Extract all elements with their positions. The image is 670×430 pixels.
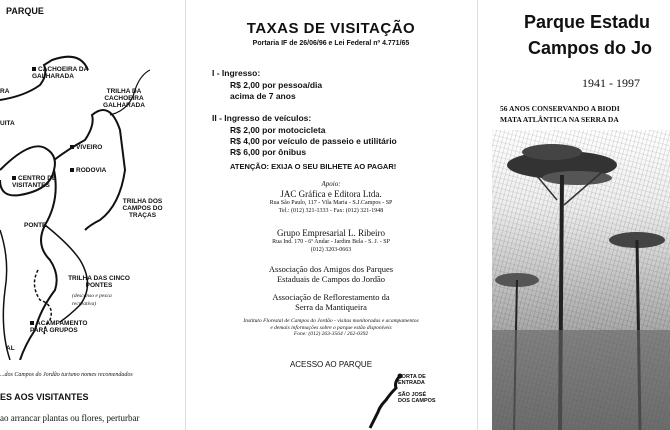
taxas-title: TAXAS DE VISITAÇÃO — [246, 20, 416, 37]
sponsor-name: JAC Gráfica e Editora Ltda. — [280, 189, 382, 199]
al-label: AL — [6, 345, 15, 352]
section1-line: acima de 7 anos — [230, 91, 296, 101]
cover-years: 1941 - 1997 — [582, 76, 640, 90]
cover-title-line1: Parque Estadu — [524, 12, 651, 32]
ponte-label: PONTE — [24, 222, 47, 229]
trilha-cinco-label: TRILHA DAS CINCO PONTES — [68, 275, 130, 289]
sponsor-line: Rua Ind. 170 - 6º Andar - Jardim Bela - S. J. - SP — [272, 239, 390, 245]
acesso-label: ACESSO AO PARQUE — [289, 360, 373, 369]
araucaria-tree-illustration — [492, 130, 670, 430]
trilha-cachoeira-label: TRILHA DA CACHOEIRA GALHARADA — [103, 88, 145, 109]
attention-text: ATENÇÃO: EXIJA O SEU BILHETE AO PAGAR! — [230, 162, 397, 171]
map-panel — [0, 0, 185, 430]
cachoeira-label: CACHOEIRA DA GALHARADA — [32, 66, 89, 80]
section2-line: R$ 6,00 por ônibus — [230, 147, 307, 157]
centro-label: CENTRO DE VISITANTES — [12, 175, 57, 189]
access-point-entrada: PORTA DE ENTRADA — [398, 374, 426, 386]
section2-lines — [230, 125, 397, 158]
section2-line: R$ 2,00 por motocicleta — [230, 125, 326, 135]
assoc-2 — [186, 292, 476, 312]
footnote-line: e demais informações sobre o parque estão disponíveis — [270, 324, 392, 331]
sponsor-line: Rua São Paulo, 117 - Vila Maria - S.J.Campos - SP — [269, 200, 393, 206]
assoc-line: Serra da Mantiqueira — [295, 302, 367, 312]
taxas-subtitle: Portaria IF de 26/06/96 e Lei Federal nº 4.771/65 — [252, 40, 410, 47]
sponsor-name: Grupo Empresarial L. Ribeiro — [277, 228, 385, 238]
cover-panel — [478, 0, 670, 430]
visitantes-text: ao arrancar plantas ou flores, perturbar — [0, 413, 140, 423]
left-label-uita: UITA — [0, 120, 15, 127]
acampamento-label: ACAMPAMENTO PARA GRUPOS — [30, 320, 88, 334]
viveiro-label: VIVEIRO — [70, 144, 102, 151]
assoc-1 — [186, 264, 476, 284]
map-caption: ...dos Campos do Jordão turismo nomes recomendados — [0, 372, 133, 378]
footnote — [186, 318, 476, 338]
trilha-campos-label: TRILHA DOS CAMPOS DO TRAÇAS — [122, 198, 163, 219]
section1-line: R$ 2,00 por pessoa/dia — [230, 80, 323, 90]
assoc-line: Associação de Reflorestamento da — [272, 292, 390, 302]
footnote-line: Fone: (012) 263-3564 / 262-0392 — [293, 331, 369, 337]
cover-tagline-2: MATA ATLÂNTICA NA SERRA DA — [500, 115, 619, 124]
footnote-line: Instituto Florestal de Campos do Jordão - visitas monitoradas e acampamentos — [243, 318, 419, 324]
visitantes-heading: ES AOS VISITANTES — [0, 392, 89, 402]
left-label-ra: RA — [0, 88, 10, 95]
sponsor-2 — [186, 228, 476, 254]
assoc-line: Associação dos Amigos dos Parques — [268, 264, 394, 274]
taxas-panel — [186, 0, 476, 430]
section1-lines — [230, 80, 322, 102]
rodovia-label: RODOVIA — [70, 167, 106, 174]
access-point-sjc: SÃO JOSÉ DOS CAMPOS — [398, 392, 436, 404]
cover-title-line2: Campos do Jo — [528, 38, 653, 58]
apoio-label: Apoio: — [321, 180, 341, 188]
assoc-line: Estaduais de Campos do Jordão — [276, 274, 386, 284]
sponsor-line: (012) 3203-0663 — [310, 247, 352, 253]
section2-line: R$ 4,00 por veículo de passeio e utilitário — [230, 136, 397, 146]
sponsor-line: Tel.: (012) 321-1333 - Fax: (012) 321-1948 — [278, 208, 384, 214]
section2-label: II - Ingresso de veículos: — [212, 113, 312, 123]
cinco-note: (descanso e pesca recreativa) — [72, 293, 112, 307]
cover-tagline-1: 56 ANOS CONSERVANDO A BIODI — [500, 104, 620, 113]
sponsor-1 — [186, 189, 476, 215]
map-header: PARQUE — [6, 6, 44, 16]
araucaria-photo — [492, 130, 670, 430]
section1-label: I - Ingresso: — [212, 68, 261, 78]
